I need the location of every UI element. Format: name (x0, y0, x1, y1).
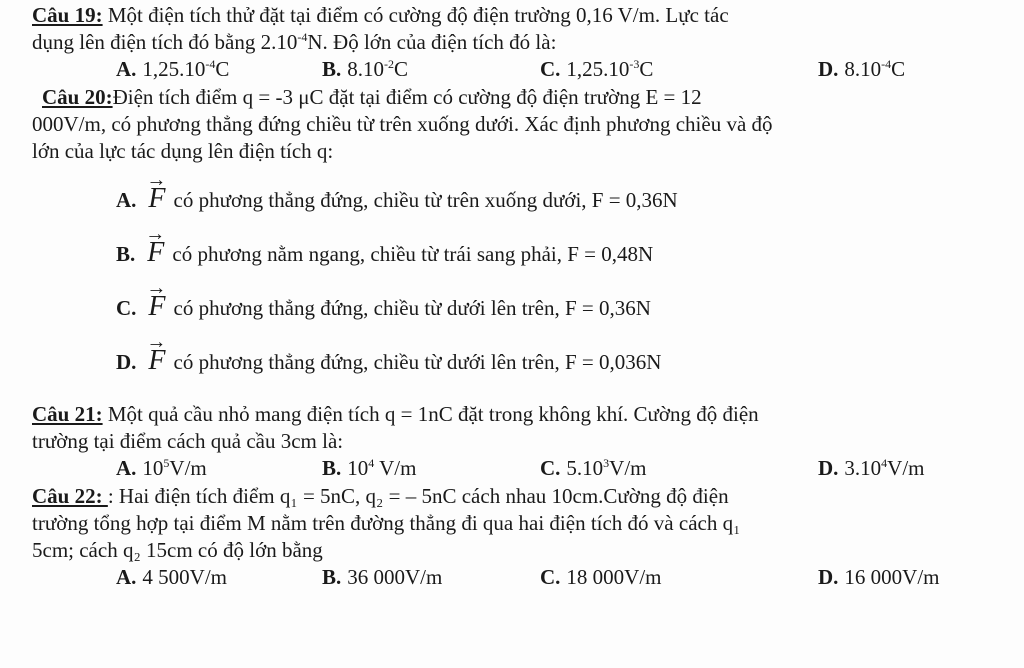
q20-option-a[interactable]: A.→ F có phương thẳng đứng, chiều từ trên xuống dưới, F = 0,36N (32, 171, 1012, 225)
q21-option-b[interactable]: B. $10^4$ V/m (322, 456, 417, 480)
q19-option-b[interactable]: B. $8.10^{-2}C$ (322, 57, 409, 81)
q22-option-d[interactable]: D. 16 000V/m (818, 565, 940, 589)
q22-line-3: 5cm; cách q₂ 15cm có độ lớn bằng (32, 538, 323, 562)
force-vector-icon: → F (147, 239, 164, 266)
q20-line-1: Câu 20:Điện tích điểm q = -3 μC đặt tại điểm có cường độ điện trường E = 12 (42, 85, 702, 109)
q21-option-d[interactable]: D. 3.10$^4$V/m (818, 456, 925, 480)
q20-heading: Câu 20: (42, 85, 113, 109)
q19-option-a[interactable]: A. $1,25.10^{-4}C$ (116, 57, 230, 81)
q19-line-1: Câu 19: Một điện tích thử đặt tại điểm có cường độ điện trường 0,16 V/m. Lực tác (32, 3, 729, 27)
question-20 (32, 84, 1012, 387)
q20-line-3: lớn của lực tác dụng lên điện tích q: (32, 139, 334, 163)
force-vector-icon: → F (148, 293, 165, 320)
force-vector-icon: → F (148, 185, 165, 212)
q21-heading: Câu 21: (32, 402, 103, 426)
q21-options (32, 455, 1012, 483)
q19-line-2: dụng lên điện tích đó bằng $2.10^{-4}N$. Độ lớn của điện tích đó là: (32, 30, 557, 54)
question-22 (32, 483, 1012, 592)
q22-option-a[interactable]: A. 4 500V/m (116, 565, 228, 589)
force-vector-icon: → F (148, 347, 165, 374)
q19-option-d[interactable]: D. $8.10^{-4}C$ (818, 57, 906, 81)
q22-option-b[interactable]: B. 36 000V/m (322, 565, 443, 589)
q22-line-2: trường tổng hợp tại điểm M nằm trên đường thẳng đi qua hai điện tích đó và cách q₁ (32, 511, 741, 535)
question-21 (32, 401, 1012, 483)
q19-option-c[interactable]: C. $1,25.10^{-3}C$ (540, 57, 654, 81)
q22-options (32, 564, 1012, 592)
q22-option-c[interactable]: C. 18 000V/m (540, 565, 662, 589)
q19-options (32, 56, 1012, 84)
q20-option-b[interactable]: B.→ F có phương nằm ngang, chiều từ trái sang phải, F = 0,48N (32, 225, 1012, 279)
q19-heading: Câu 19: (32, 3, 103, 27)
q21-option-a[interactable]: A. $10^5V/m$ (116, 456, 207, 480)
q22-heading: Câu 22: (32, 484, 108, 508)
q22-line-1: Câu 22: : Hai điện tích điểm q₁ = 5nC, q₂ = – 5nC cách nhau 10cm.Cường độ điện (32, 484, 729, 508)
q21-line-2: trường tại điểm cách quả cầu 3cm là: (32, 429, 344, 453)
q20-line-2: 000V/m, có phương thẳng đứng chiều từ trên xuống dưới. Xác định phương chiều và độ (32, 112, 773, 136)
q20-option-d[interactable]: D.→ F có phương thẳng đứng, chiều từ dưới lên trên, F = 0,036N (32, 333, 1012, 387)
q20-option-c[interactable]: C.→ F có phương thẳng đứng, chiều từ dưới lên trên, F = 0,36N (32, 279, 1012, 333)
question-19 (32, 2, 1012, 84)
document-page (32, 2, 1012, 592)
q21-option-c[interactable]: C. 5.10$^3$V/m (540, 456, 647, 480)
q21-line-1: Câu 21: Một quả cầu nhỏ mang điện tích q = 1nC đặt trong không khí. Cường độ điện (32, 402, 759, 426)
